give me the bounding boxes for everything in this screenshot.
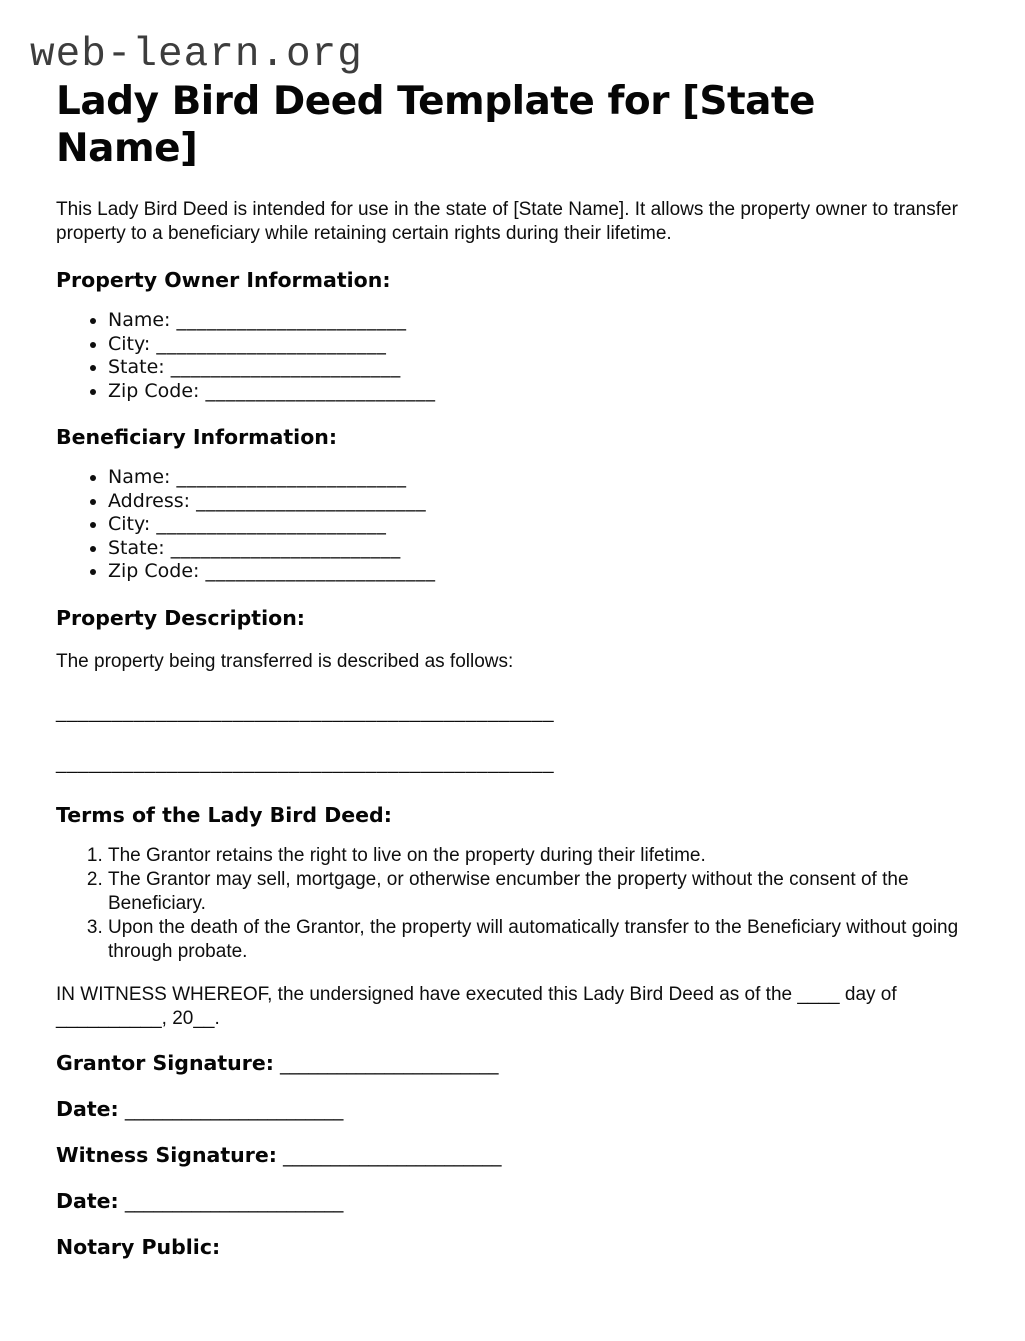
field-label: City: [108,513,151,535]
term-item: 3. Upon the death of the Grantor, the property will automatically transfer to the Beneficiary without going through probate. [108,916,969,964]
signature-blank-line: _______________________ [280,1052,499,1075]
page-title: Lady Bird Deed Template for [State Name] [56,79,816,171]
grantor-signature-row [56,1051,969,1077]
signature-label: Witness Signature: [56,1142,277,1167]
notary-public-row [56,1235,969,1261]
beneficiary-field-state [108,537,969,561]
field-label: Zip Code: [108,379,200,402]
write-in-line: _____________________________________________ [56,752,555,774]
field-blank-line: _______________________ [170,536,401,559]
field-label: State: [108,356,165,378]
grantor-date-row [56,1097,969,1123]
field-label: Name: [108,466,171,488]
signature-label: Grantor Signature: [56,1050,274,1075]
beneficiary-field-zip [108,560,969,584]
field-label: Name: [108,309,171,331]
witness-date-row [56,1189,969,1215]
owner-field-name [108,309,969,333]
signature-blank-line: _______________________ [283,1144,502,1167]
write-in-line: _____________________________________________ [56,701,555,723]
terms-list [56,844,969,964]
terms-section-heading: Terms of the Lady Bird Deed: [56,802,392,827]
signature-label: Notary Public: [56,1234,221,1259]
beneficiary-field-address [108,490,969,514]
field-blank-line: _______________________ [170,356,401,378]
beneficiary-section-heading: Beneficiary Information: [56,425,338,449]
field-blank-line: _______________________ [156,513,387,535]
owner-field-city [108,333,969,357]
beneficiary-field-city [108,513,969,537]
field-blank-line: _______________________ [196,489,427,512]
site-logo: web-learn.org [30,32,363,78]
signature-blank-line: _______________________ [124,1098,344,1121]
witness-signature-row [56,1143,969,1169]
property-description-lead: The property being transferred is described as follows: [56,650,514,672]
field-blank-line: _______________________ [176,466,407,488]
field-label: Zip Code: [108,560,200,582]
witness-clause: IN WITNESS WHEREOF, the undersigned have executed this Lady Bird Deed as of the ____ day of __________, 20__. [56,983,897,1029]
field-label: City: [108,332,151,355]
owner-fields-list [56,309,969,403]
property-description-heading: Property Description: [56,605,305,630]
term-item: 1. The Grantor retains the right to live on the property during their lifetime. [108,844,969,868]
beneficiary-field-name [108,466,969,490]
field-blank-line: _______________________ [205,379,436,402]
signature-label: Date: [56,1188,119,1213]
beneficiary-fields-list [56,466,969,584]
field-label: State: [108,536,165,559]
intro-paragraph: This Lady Bird Deed is intended for use in the state of [State Name]. It allows the property owner to transfer property to a beneficiary while retaining certain rights during their lifetime. [56,199,958,244]
owner-section-heading: Property Owner Information: [56,268,391,292]
field-blank-line: _______________________ [156,332,387,355]
field-label: Address: [108,489,191,512]
field-blank-line: _______________________ [205,560,436,582]
signature-blank-line: _______________________ [124,1190,344,1213]
term-item: 2. The Grantor may sell, mortgage, or otherwise encumber the property without the consent of the Beneficiary. [108,868,969,916]
owner-field-zip [108,380,969,404]
field-blank-line: _______________________ [176,309,407,331]
owner-field-state [108,356,969,380]
signature-label: Date: [56,1096,119,1121]
